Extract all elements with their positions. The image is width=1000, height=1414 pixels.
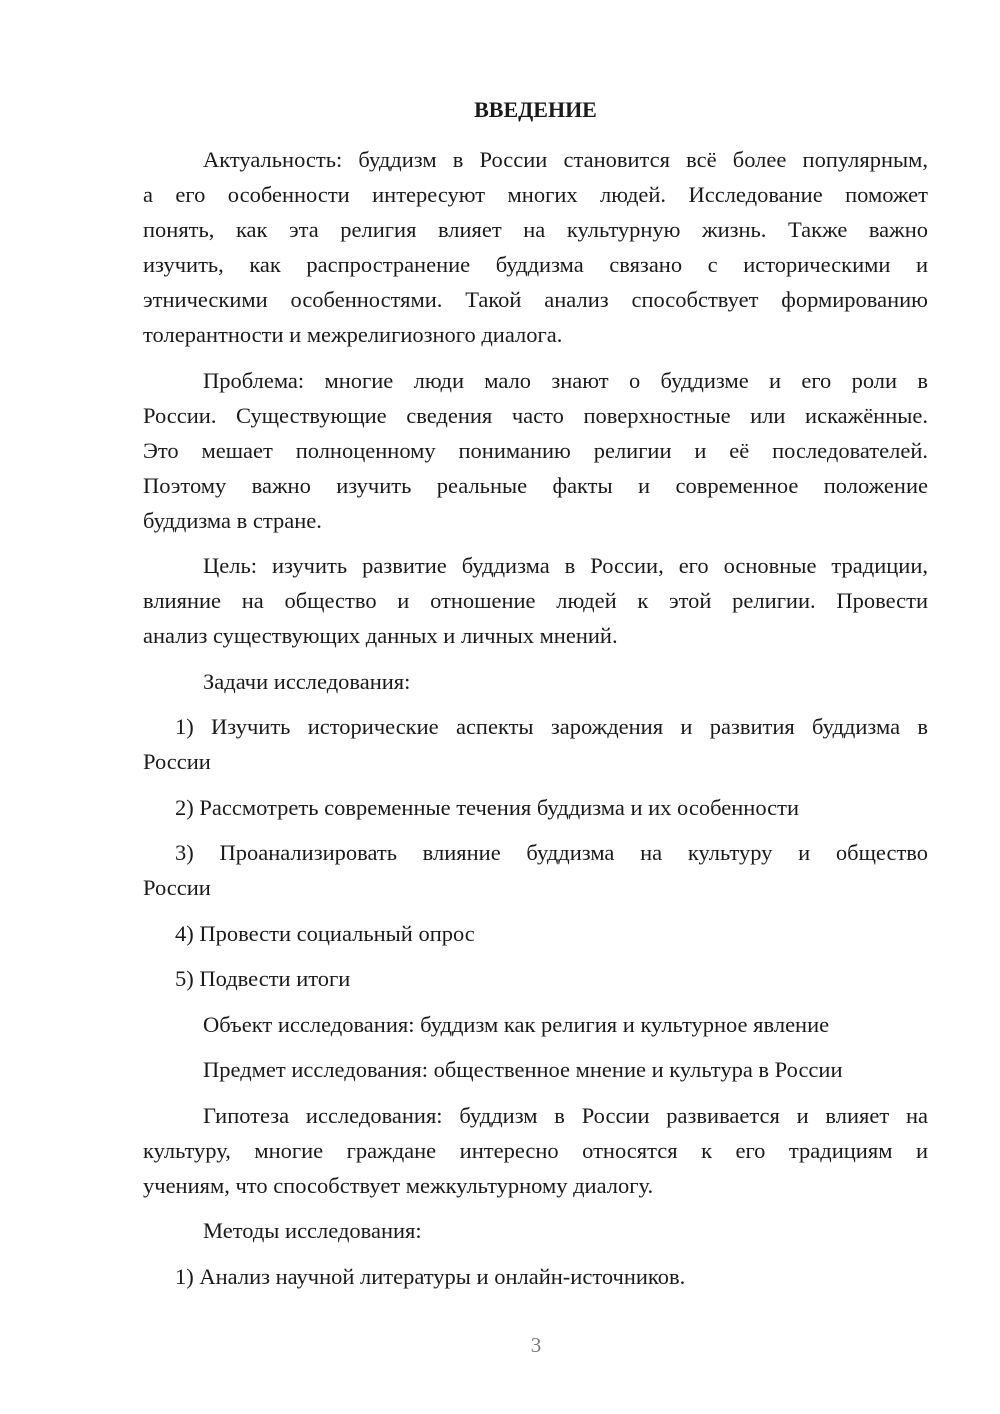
paragraph — [143, 548, 928, 653]
text-line: этническими особенностями. Такой анализ способствует формированию — [143, 287, 928, 312]
text-line: Гипотеза исследования: буддизм в России развивается и влияет на — [203, 1102, 928, 1128]
paragraph — [143, 916, 928, 951]
paragraph — [143, 1098, 928, 1203]
text-line: Поэтому важно изучить реальные факты и современное положение — [143, 472, 928, 498]
paragraph — [143, 709, 928, 779]
text-line: понять, как эта религия влияет на культурную жизнь. Также важно — [143, 217, 928, 242]
text-line: 5) Подвести итоги — [175, 966, 351, 991]
text-line: толерантности и межрелигиозного диалога. — [143, 322, 563, 347]
text-line: а его особенности интересуют многих людей. Исследование поможет — [143, 182, 928, 207]
text-line: Объект исследования: буддизм как религия и культурное явление — [203, 1011, 830, 1037]
text-line: Методы исследования: — [203, 1218, 422, 1243]
text-line: России. Существующие сведения часто поверхностные или искажённые. — [143, 402, 928, 428]
text-line: России — [143, 875, 211, 900]
document-body — [143, 142, 928, 1294]
text-line: 1) Анализ научной литературы и онлайн-источников. — [175, 1263, 686, 1289]
text-line: 2) Рассмотреть современные течения буддизма и их особенности — [175, 794, 799, 820]
text-line: Предмет исследования: общественное мнение и культура в России — [203, 1057, 843, 1082]
text-line: 4) Провести социальный опрос — [175, 920, 475, 946]
paragraph — [143, 835, 928, 905]
paragraph — [143, 790, 928, 825]
text-line: России — [143, 749, 211, 774]
text-line: анализ существующих данных и личных мнений. — [143, 623, 618, 648]
paragraph — [143, 664, 928, 699]
text-line: влияние на общество и отношение людей к этой религии. Провести — [143, 588, 928, 613]
text-line: 1) Изучить исторические аспекты зарождения и развития буддизма в — [175, 714, 928, 739]
text-line: культуру, многие граждане интересно относятся к его традициям и — [143, 1137, 928, 1163]
section-title: ВВЕДЕНИЕ — [474, 97, 597, 122]
text-line: учениям, что способствует межкультурному диалогу. — [143, 1172, 654, 1198]
page-number: 3 — [530, 1333, 542, 1357]
paragraph — [143, 1213, 928, 1248]
text-line: Проблема: многие люди мало знают о буддизме и его роли в — [203, 367, 928, 393]
text-line: Это мешает полноценному пониманию религии и её последователей. — [143, 437, 928, 463]
document-page — [143, 92, 928, 1304]
text-line: 3) Проанализировать влияние буддизма на культуру и общество — [175, 840, 928, 865]
text-line: изучить, как распространение буддизма связано с историческими и — [143, 252, 928, 277]
text-line: буддизма в стране. — [143, 507, 322, 533]
text-line: Актуальность: буддизм в России становится всё более популярным, — [203, 147, 928, 172]
paragraph — [143, 142, 928, 352]
paragraph — [143, 1007, 928, 1042]
paragraph — [143, 1052, 928, 1087]
text-line: Цель: изучить развитие буддизма в России, его основные традиции, — [203, 553, 928, 578]
paragraph — [143, 363, 928, 538]
text-line: Задачи исследования: — [203, 668, 411, 694]
paragraph — [143, 1259, 928, 1294]
paragraph — [143, 961, 928, 996]
